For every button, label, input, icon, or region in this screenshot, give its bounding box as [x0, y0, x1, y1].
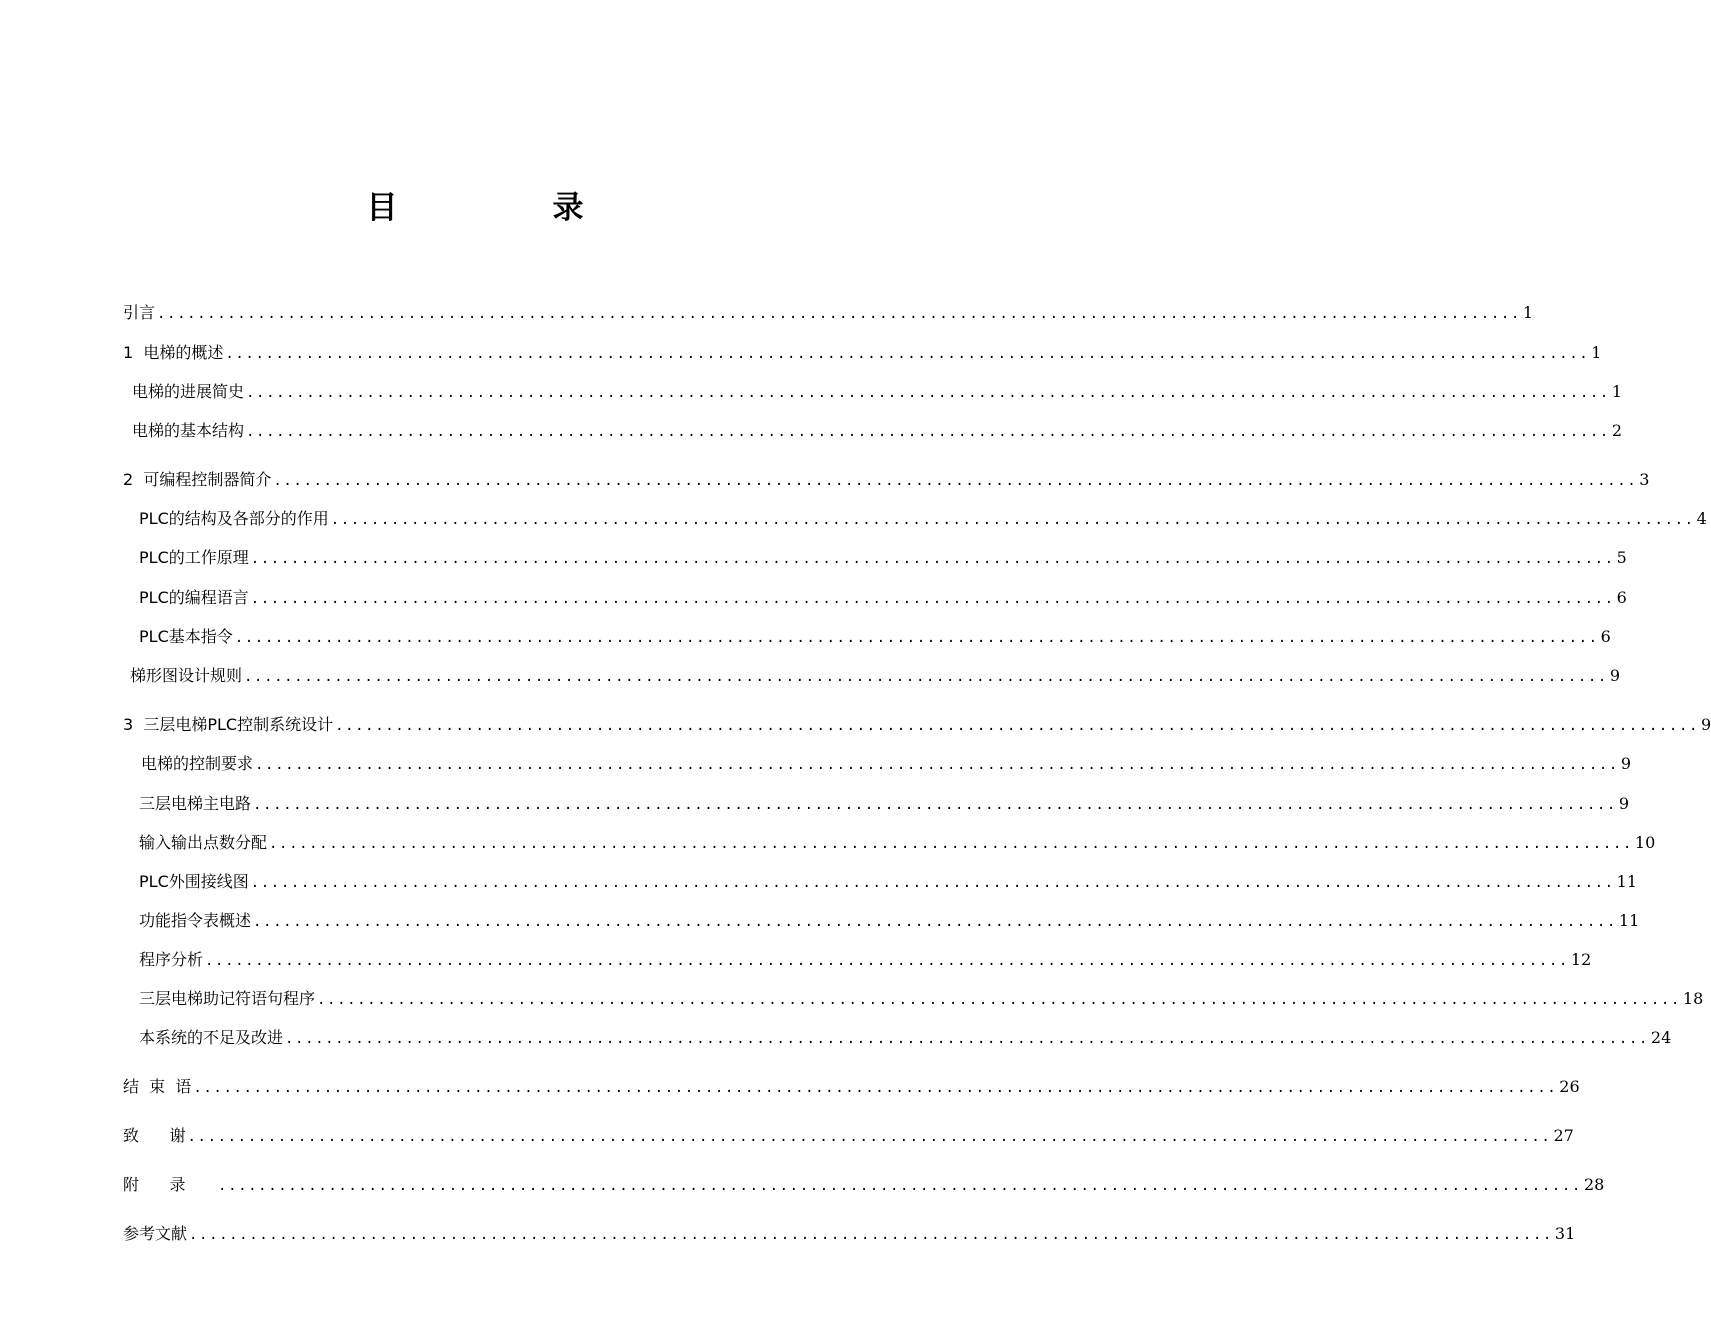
toc-entry[interactable]	[123, 1123, 1574, 1147]
toc-entry[interactable]	[123, 751, 1632, 775]
toc-entry-label: 三层电梯助记符语句程序	[139, 989, 316, 1008]
toc-entry-page: 18	[1682, 989, 1704, 1008]
toc-entry-page: 9	[1620, 754, 1632, 773]
toc-entry[interactable]	[123, 1172, 1605, 1196]
toc-entry[interactable]	[123, 908, 1640, 932]
toc-leader-dots: ........................................................................................................................................	[250, 551, 1615, 567]
toc-entry-label: PLC的结构及各部分的作用	[139, 509, 329, 528]
toc-leader-dots: ........................................................................................................................................	[285, 1031, 1649, 1047]
toc-leader-dots: ........................................................................................................................................	[269, 836, 1633, 852]
toc-entry-label: 附 录	[123, 1175, 217, 1194]
toc-entry-page: 10	[1634, 833, 1656, 852]
toc-entry-label: PLC的编程语言	[139, 588, 249, 607]
toc-leader-dots: ........................................................................................................................................	[330, 512, 1695, 528]
toc-entry-page: 1	[1591, 343, 1602, 362]
toc-entry-label: 致 谢	[123, 1126, 186, 1145]
toc-entry[interactable]	[123, 791, 1630, 815]
toc-leader-dots: ........................................................................................................................................	[253, 914, 1617, 930]
toc-entry[interactable]	[123, 585, 1627, 609]
toc-leader-dots: ........................................................................................................................................	[234, 630, 1599, 646]
toc-entry-label: 功能指令表概述	[139, 911, 252, 930]
toc-entry-label: 2 可编程控制器简介	[123, 470, 272, 489]
toc-entry[interactable]	[123, 1025, 1672, 1049]
toc-leader-dots: ........................................................................................................................................	[157, 306, 1521, 322]
toc-entry-page: 6	[1600, 627, 1611, 646]
toc-entry-label: 本系统的不足及改进	[139, 1028, 284, 1047]
toc-entry-page: 11	[1618, 911, 1640, 930]
toc-leader-dots: ........................................................................................................................................	[225, 346, 1590, 362]
toc-entry[interactable]	[123, 300, 1534, 324]
toc-entry[interactable]	[123, 1074, 1580, 1098]
toc-entry-label: PLC基本指令	[139, 627, 233, 646]
toc-leader-dots: ........................................................................................................................................	[187, 1129, 1552, 1145]
toc-entry-label: 参考文献	[123, 1224, 188, 1243]
page-title: 目 录	[366, 190, 646, 226]
toc-leader-dots: ........................................................................................................................................	[205, 953, 1569, 969]
toc-entry[interactable]	[123, 379, 1623, 403]
toc-leader-dots: ........................................................................................................................................	[244, 669, 1608, 685]
toc-entry-page: 4	[1696, 509, 1707, 528]
toc-entry[interactable]	[123, 467, 1650, 491]
toc-entry-label: 程序分析	[139, 950, 204, 969]
toc-entry[interactable]	[123, 545, 1627, 569]
toc-entry[interactable]	[123, 869, 1638, 893]
toc-entry[interactable]	[123, 947, 1592, 971]
toc-entry-label: PLC的工作原理	[139, 548, 249, 567]
toc-entry[interactable]	[123, 340, 1602, 364]
toc-entry-label: 引言	[123, 303, 156, 322]
toc-entry[interactable]	[123, 418, 1623, 442]
toc-entry[interactable]	[123, 624, 1611, 648]
toc-entry-label: 3 三层电梯PLC控制系统设计	[123, 715, 334, 734]
toc-entry-page: 9	[1618, 794, 1630, 813]
toc-entry-page: 24	[1650, 1028, 1672, 1047]
toc-leader-dots: ........................................................................................................................................	[250, 875, 1615, 891]
toc-entry[interactable]	[123, 712, 1711, 736]
toc-leader-dots: ........................................................................................................................................	[193, 1080, 1558, 1096]
toc-entry[interactable]	[123, 1221, 1576, 1245]
toc-leader-dots: ........................................................................................................................................	[250, 591, 1615, 607]
toc-entry-label: PLC外围接线图	[139, 872, 249, 891]
toc-entry-page: 6	[1616, 588, 1627, 607]
toc-leader-dots: ........................................................................................................................................	[218, 1178, 1582, 1194]
toc-entry-label: 电梯的进展简史	[132, 382, 245, 401]
toc-entry-page: 31	[1554, 1224, 1576, 1243]
toc-leader-dots: ........................................................................................................................................	[246, 385, 1610, 401]
toc-entry-page: 9	[1701, 715, 1711, 734]
toc-leader-dots: ........................................................................................................................................	[246, 424, 1610, 440]
toc-entry-label: 输入输出点数分配	[139, 833, 268, 852]
toc-entry[interactable]	[123, 830, 1656, 854]
toc-leader-dots: ........................................................................................................................................	[317, 992, 1681, 1008]
toc-entry-page: 11	[1616, 872, 1638, 891]
toc-leader-dots: ........................................................................................................................................	[273, 473, 1638, 489]
toc-leader-dots: ........................................................................................................................................	[335, 718, 1699, 734]
toc-entry-page: 26	[1559, 1077, 1580, 1096]
toc-entry-label: 三层电梯主电路	[139, 794, 252, 813]
toc-leader-dots: ........................................................................................................................................	[255, 757, 1619, 773]
toc-entry-label: 梯形图设计规则	[130, 666, 243, 685]
toc-entry-label: 结 束 语	[123, 1077, 192, 1096]
toc-entry-page: 9	[1609, 666, 1621, 685]
toc-entry-page: 1	[1522, 303, 1534, 322]
toc-entry-page: 2	[1611, 421, 1623, 440]
toc-entry[interactable]	[123, 506, 1707, 530]
toc-entry-page: 3	[1639, 470, 1650, 489]
toc-entry-page: 5	[1616, 548, 1627, 567]
toc-entry-page: 28	[1583, 1175, 1605, 1194]
toc-entry-label: 1 电梯的概述	[123, 343, 224, 362]
toc-entry[interactable]	[123, 986, 1704, 1010]
toc-entry-label: 电梯的控制要求	[141, 754, 254, 773]
toc-entry[interactable]	[123, 663, 1621, 687]
toc-entry-page: 1	[1611, 382, 1623, 401]
toc-leader-dots: ........................................................................................................................................	[189, 1227, 1553, 1243]
toc-entry-page: 27	[1553, 1126, 1574, 1145]
toc-entry-page: 12	[1570, 950, 1592, 969]
toc-entry-label: 电梯的基本结构	[132, 421, 245, 440]
toc-leader-dots: ........................................................................................................................................	[253, 797, 1617, 813]
